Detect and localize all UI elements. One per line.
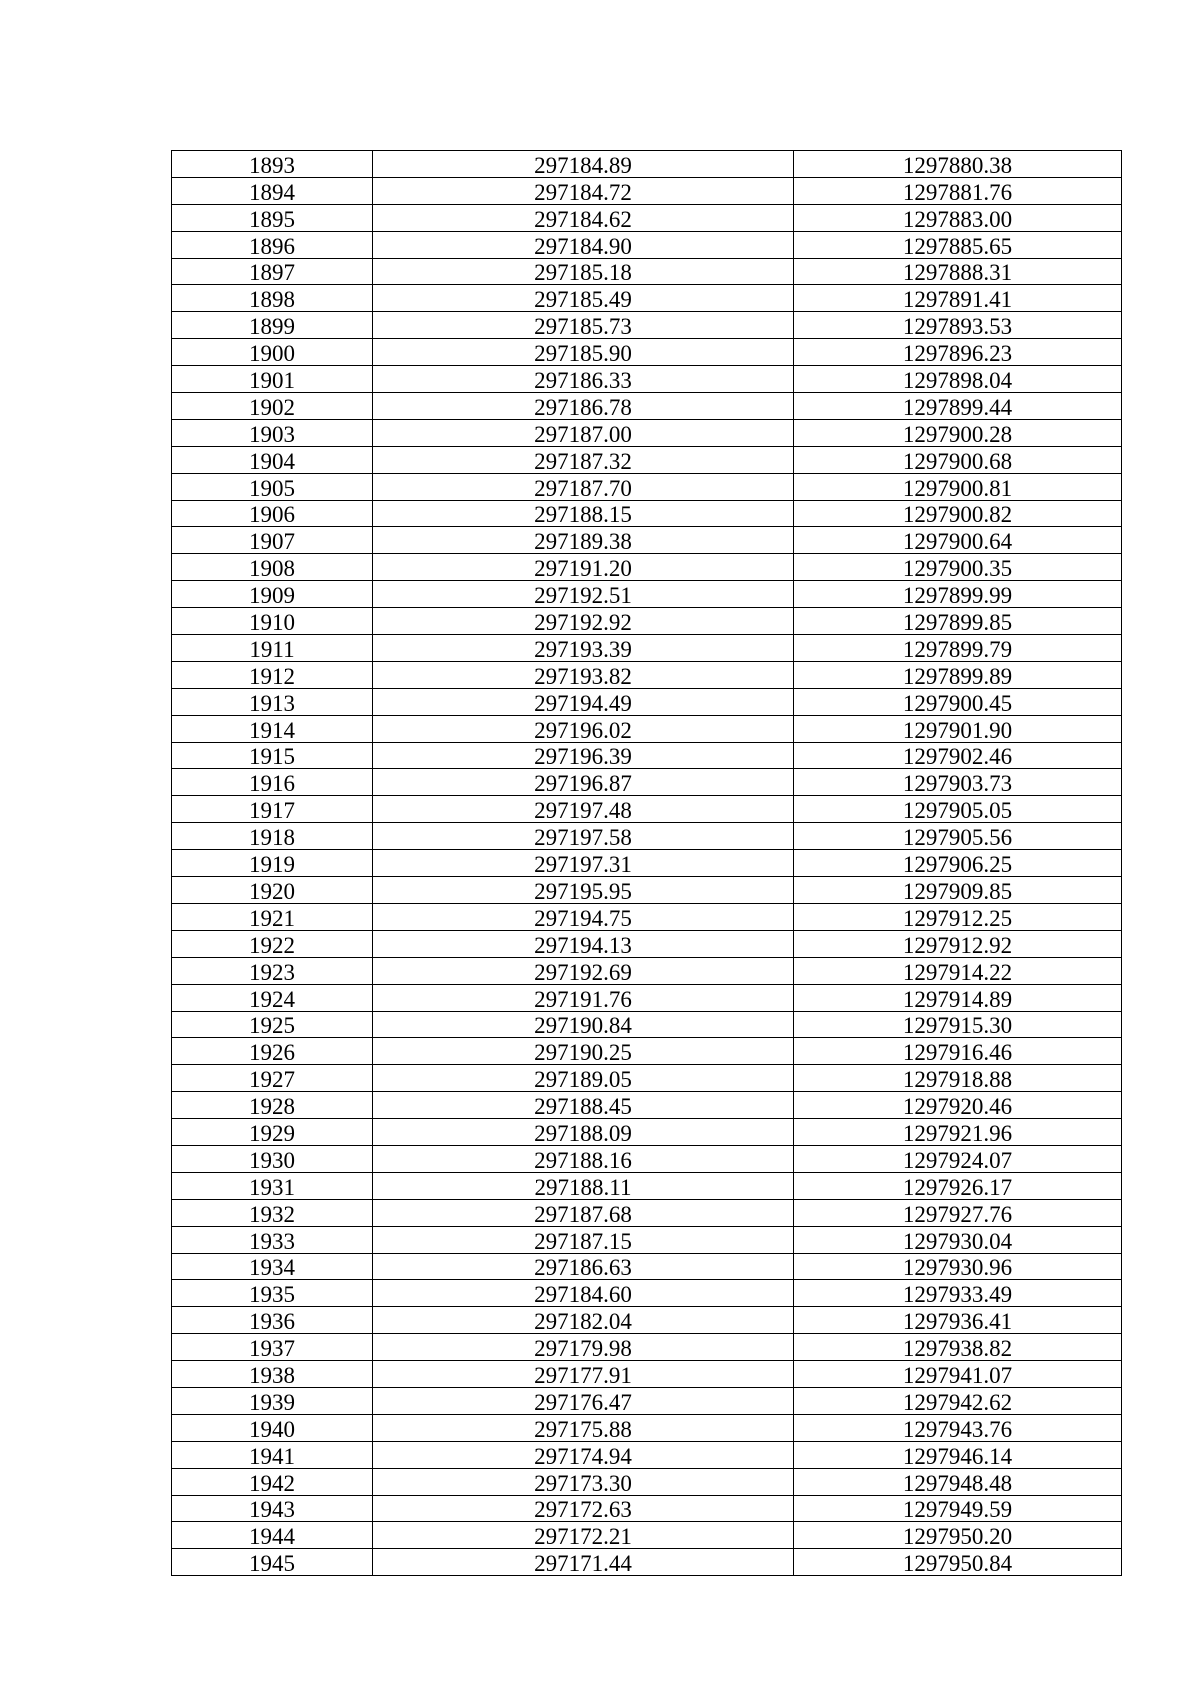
y-coordinate-cell: 1297900.64 [794, 527, 1122, 554]
point-number-cell: 1929 [172, 1119, 373, 1146]
y-coordinate-cell: 1297912.92 [794, 930, 1122, 957]
y-coordinate-cell: 1297885.65 [794, 231, 1122, 258]
table-row [172, 1226, 1122, 1253]
table-row [172, 1119, 1122, 1146]
point-number-cell: 1939 [172, 1387, 373, 1414]
point-number-cell: 1899 [172, 312, 373, 339]
point-number-cell: 1918 [172, 823, 373, 850]
table-row [172, 769, 1122, 796]
point-number-cell: 1933 [172, 1226, 373, 1253]
y-coordinate-cell: 1297905.56 [794, 823, 1122, 850]
x-coordinate-cell: 297187.70 [373, 473, 794, 500]
x-coordinate-cell: 297188.11 [373, 1172, 794, 1199]
y-coordinate-cell: 1297902.46 [794, 742, 1122, 769]
x-coordinate-cell: 297188.16 [373, 1145, 794, 1172]
x-coordinate-cell: 297196.39 [373, 742, 794, 769]
point-number-cell: 1938 [172, 1361, 373, 1388]
point-number-cell: 1902 [172, 393, 373, 420]
table-row [172, 1495, 1122, 1522]
point-number-cell: 1912 [172, 661, 373, 688]
table-row [172, 1387, 1122, 1414]
y-coordinate-cell: 1297909.85 [794, 877, 1122, 904]
y-coordinate-cell: 1297949.59 [794, 1495, 1122, 1522]
point-number-cell: 1907 [172, 527, 373, 554]
table-row [172, 1414, 1122, 1441]
table-row [172, 1441, 1122, 1468]
x-coordinate-cell: 297191.20 [373, 554, 794, 581]
x-coordinate-cell: 297195.95 [373, 877, 794, 904]
point-number-cell: 1900 [172, 339, 373, 366]
table-row [172, 877, 1122, 904]
table-row [172, 393, 1122, 420]
table-row [172, 581, 1122, 608]
point-number-cell: 1924 [172, 984, 373, 1011]
point-number-cell: 1919 [172, 850, 373, 877]
table-row [172, 446, 1122, 473]
table-row [172, 527, 1122, 554]
table-row [172, 1011, 1122, 1038]
y-coordinate-cell: 1297933.49 [794, 1280, 1122, 1307]
point-number-cell: 1897 [172, 258, 373, 285]
x-coordinate-cell: 297196.87 [373, 769, 794, 796]
y-coordinate-cell: 1297938.82 [794, 1334, 1122, 1361]
table-row [172, 984, 1122, 1011]
x-coordinate-cell: 297188.15 [373, 500, 794, 527]
point-number-cell: 1916 [172, 769, 373, 796]
point-number-cell: 1923 [172, 957, 373, 984]
point-number-cell: 1917 [172, 796, 373, 823]
table-row [172, 231, 1122, 258]
table-row [172, 715, 1122, 742]
x-coordinate-cell: 297192.69 [373, 957, 794, 984]
x-coordinate-cell: 297194.75 [373, 903, 794, 930]
point-number-cell: 1921 [172, 903, 373, 930]
x-coordinate-cell: 297187.00 [373, 419, 794, 446]
point-number-cell: 1908 [172, 554, 373, 581]
x-coordinate-cell: 297189.05 [373, 1065, 794, 1092]
y-coordinate-cell: 1297899.79 [794, 635, 1122, 662]
document-sheet [171, 150, 1121, 1576]
x-coordinate-cell: 297184.72 [373, 177, 794, 204]
x-coordinate-cell: 297190.84 [373, 1011, 794, 1038]
y-coordinate-cell: 1297891.41 [794, 285, 1122, 312]
table-row [172, 1280, 1122, 1307]
y-coordinate-cell: 1297893.53 [794, 312, 1122, 339]
y-coordinate-cell: 1297926.17 [794, 1172, 1122, 1199]
y-coordinate-cell: 1297930.96 [794, 1253, 1122, 1280]
y-coordinate-cell: 1297905.05 [794, 796, 1122, 823]
point-number-cell: 1903 [172, 419, 373, 446]
table-row [172, 608, 1122, 635]
y-coordinate-cell: 1297930.04 [794, 1226, 1122, 1253]
y-coordinate-cell: 1297881.76 [794, 177, 1122, 204]
table-row [172, 204, 1122, 231]
table-row [172, 339, 1122, 366]
point-number-cell: 1920 [172, 877, 373, 904]
x-coordinate-cell: 297185.73 [373, 312, 794, 339]
point-number-cell: 1940 [172, 1414, 373, 1441]
table-row [172, 1145, 1122, 1172]
x-coordinate-cell: 297193.82 [373, 661, 794, 688]
x-coordinate-cell: 297184.90 [373, 231, 794, 258]
y-coordinate-cell: 1297900.28 [794, 419, 1122, 446]
table-row [172, 1522, 1122, 1549]
y-coordinate-cell: 1297900.82 [794, 500, 1122, 527]
x-coordinate-cell: 297187.32 [373, 446, 794, 473]
y-coordinate-cell: 1297921.96 [794, 1119, 1122, 1146]
x-coordinate-cell: 297177.91 [373, 1361, 794, 1388]
y-coordinate-cell: 1297943.76 [794, 1414, 1122, 1441]
table-row [172, 957, 1122, 984]
point-number-cell: 1931 [172, 1172, 373, 1199]
y-coordinate-cell: 1297950.84 [794, 1549, 1122, 1576]
table-row [172, 500, 1122, 527]
x-coordinate-cell: 297187.68 [373, 1199, 794, 1226]
point-number-cell: 1935 [172, 1280, 373, 1307]
x-coordinate-cell: 297186.63 [373, 1253, 794, 1280]
y-coordinate-cell: 1297912.25 [794, 903, 1122, 930]
point-number-cell: 1944 [172, 1522, 373, 1549]
table-row [172, 1307, 1122, 1334]
table-row [172, 151, 1122, 178]
x-coordinate-cell: 297186.33 [373, 366, 794, 393]
y-coordinate-cell: 1297914.89 [794, 984, 1122, 1011]
y-coordinate-cell: 1297942.62 [794, 1387, 1122, 1414]
table-row [172, 1468, 1122, 1495]
point-number-cell: 1936 [172, 1307, 373, 1334]
point-number-cell: 1915 [172, 742, 373, 769]
x-coordinate-cell: 297185.90 [373, 339, 794, 366]
table-row [172, 903, 1122, 930]
coordinates-table-body [172, 151, 1122, 1576]
table-row [172, 1092, 1122, 1119]
y-coordinate-cell: 1297900.45 [794, 688, 1122, 715]
x-coordinate-cell: 297188.45 [373, 1092, 794, 1119]
point-number-cell: 1943 [172, 1495, 373, 1522]
table-row [172, 258, 1122, 285]
table-row [172, 1549, 1122, 1576]
y-coordinate-cell: 1297914.22 [794, 957, 1122, 984]
y-coordinate-cell: 1297915.30 [794, 1011, 1122, 1038]
x-coordinate-cell: 297172.21 [373, 1522, 794, 1549]
point-number-cell: 1911 [172, 635, 373, 662]
x-coordinate-cell: 297176.47 [373, 1387, 794, 1414]
x-coordinate-cell: 297190.25 [373, 1038, 794, 1065]
table-row [172, 1253, 1122, 1280]
table-row [172, 554, 1122, 581]
y-coordinate-cell: 1297901.90 [794, 715, 1122, 742]
point-number-cell: 1926 [172, 1038, 373, 1065]
x-coordinate-cell: 297197.48 [373, 796, 794, 823]
x-coordinate-cell: 297185.18 [373, 258, 794, 285]
y-coordinate-cell: 1297899.85 [794, 608, 1122, 635]
x-coordinate-cell: 297185.49 [373, 285, 794, 312]
table-row [172, 823, 1122, 850]
y-coordinate-cell: 1297899.89 [794, 661, 1122, 688]
table-row [172, 312, 1122, 339]
y-coordinate-cell: 1297950.20 [794, 1522, 1122, 1549]
point-number-cell: 1930 [172, 1145, 373, 1172]
y-coordinate-cell: 1297918.88 [794, 1065, 1122, 1092]
point-number-cell: 1927 [172, 1065, 373, 1092]
table-row [172, 850, 1122, 877]
x-coordinate-cell: 297189.38 [373, 527, 794, 554]
table-row [172, 688, 1122, 715]
table-row [172, 473, 1122, 500]
point-number-cell: 1914 [172, 715, 373, 742]
table-row [172, 796, 1122, 823]
x-coordinate-cell: 297182.04 [373, 1307, 794, 1334]
x-coordinate-cell: 297188.09 [373, 1119, 794, 1146]
y-coordinate-cell: 1297946.14 [794, 1441, 1122, 1468]
y-coordinate-cell: 1297883.00 [794, 204, 1122, 231]
x-coordinate-cell: 297197.58 [373, 823, 794, 850]
x-coordinate-cell: 297191.76 [373, 984, 794, 1011]
x-coordinate-cell: 297171.44 [373, 1549, 794, 1576]
y-coordinate-cell: 1297900.81 [794, 473, 1122, 500]
table-row [172, 742, 1122, 769]
x-coordinate-cell: 297196.02 [373, 715, 794, 742]
y-coordinate-cell: 1297936.41 [794, 1307, 1122, 1334]
x-coordinate-cell: 297179.98 [373, 1334, 794, 1361]
point-number-cell: 1945 [172, 1549, 373, 1576]
y-coordinate-cell: 1297920.46 [794, 1092, 1122, 1119]
point-number-cell: 1905 [172, 473, 373, 500]
point-number-cell: 1895 [172, 204, 373, 231]
point-number-cell: 1937 [172, 1334, 373, 1361]
y-coordinate-cell: 1297927.76 [794, 1199, 1122, 1226]
y-coordinate-cell: 1297924.07 [794, 1145, 1122, 1172]
y-coordinate-cell: 1297896.23 [794, 339, 1122, 366]
table-row [172, 1361, 1122, 1388]
x-coordinate-cell: 297193.39 [373, 635, 794, 662]
y-coordinate-cell: 1297880.38 [794, 151, 1122, 178]
table-row [172, 419, 1122, 446]
x-coordinate-cell: 297192.51 [373, 581, 794, 608]
y-coordinate-cell: 1297948.48 [794, 1468, 1122, 1495]
x-coordinate-cell: 297173.30 [373, 1468, 794, 1495]
table-row [172, 285, 1122, 312]
point-number-cell: 1942 [172, 1468, 373, 1495]
point-number-cell: 1893 [172, 151, 373, 178]
table-row [172, 1199, 1122, 1226]
table-row [172, 930, 1122, 957]
point-number-cell: 1906 [172, 500, 373, 527]
table-row [172, 661, 1122, 688]
table-row [172, 1038, 1122, 1065]
x-coordinate-cell: 297187.15 [373, 1226, 794, 1253]
table-row [172, 635, 1122, 662]
x-coordinate-cell: 297184.89 [373, 151, 794, 178]
point-number-cell: 1901 [172, 366, 373, 393]
y-coordinate-cell: 1297898.04 [794, 366, 1122, 393]
point-number-cell: 1910 [172, 608, 373, 635]
x-coordinate-cell: 297172.63 [373, 1495, 794, 1522]
x-coordinate-cell: 297194.49 [373, 688, 794, 715]
point-number-cell: 1898 [172, 285, 373, 312]
x-coordinate-cell: 297174.94 [373, 1441, 794, 1468]
table-row [172, 1334, 1122, 1361]
table-row [172, 1065, 1122, 1092]
point-number-cell: 1932 [172, 1199, 373, 1226]
table-row [172, 1172, 1122, 1199]
x-coordinate-cell: 297184.62 [373, 204, 794, 231]
point-number-cell: 1922 [172, 930, 373, 957]
x-coordinate-cell: 297186.78 [373, 393, 794, 420]
point-number-cell: 1909 [172, 581, 373, 608]
y-coordinate-cell: 1297941.07 [794, 1361, 1122, 1388]
point-number-cell: 1896 [172, 231, 373, 258]
point-number-cell: 1925 [172, 1011, 373, 1038]
y-coordinate-cell: 1297900.35 [794, 554, 1122, 581]
x-coordinate-cell: 297194.13 [373, 930, 794, 957]
x-coordinate-cell: 297175.88 [373, 1414, 794, 1441]
point-number-cell: 1894 [172, 177, 373, 204]
point-number-cell: 1913 [172, 688, 373, 715]
y-coordinate-cell: 1297903.73 [794, 769, 1122, 796]
table-row [172, 177, 1122, 204]
y-coordinate-cell: 1297888.31 [794, 258, 1122, 285]
point-number-cell: 1934 [172, 1253, 373, 1280]
x-coordinate-cell: 297192.92 [373, 608, 794, 635]
y-coordinate-cell: 1297916.46 [794, 1038, 1122, 1065]
y-coordinate-cell: 1297906.25 [794, 850, 1122, 877]
table-row [172, 366, 1122, 393]
y-coordinate-cell: 1297899.44 [794, 393, 1122, 420]
point-number-cell: 1928 [172, 1092, 373, 1119]
point-number-cell: 1904 [172, 446, 373, 473]
point-number-cell: 1941 [172, 1441, 373, 1468]
x-coordinate-cell: 297184.60 [373, 1280, 794, 1307]
coordinates-table [171, 150, 1122, 1576]
x-coordinate-cell: 297197.31 [373, 850, 794, 877]
y-coordinate-cell: 1297900.68 [794, 446, 1122, 473]
y-coordinate-cell: 1297899.99 [794, 581, 1122, 608]
